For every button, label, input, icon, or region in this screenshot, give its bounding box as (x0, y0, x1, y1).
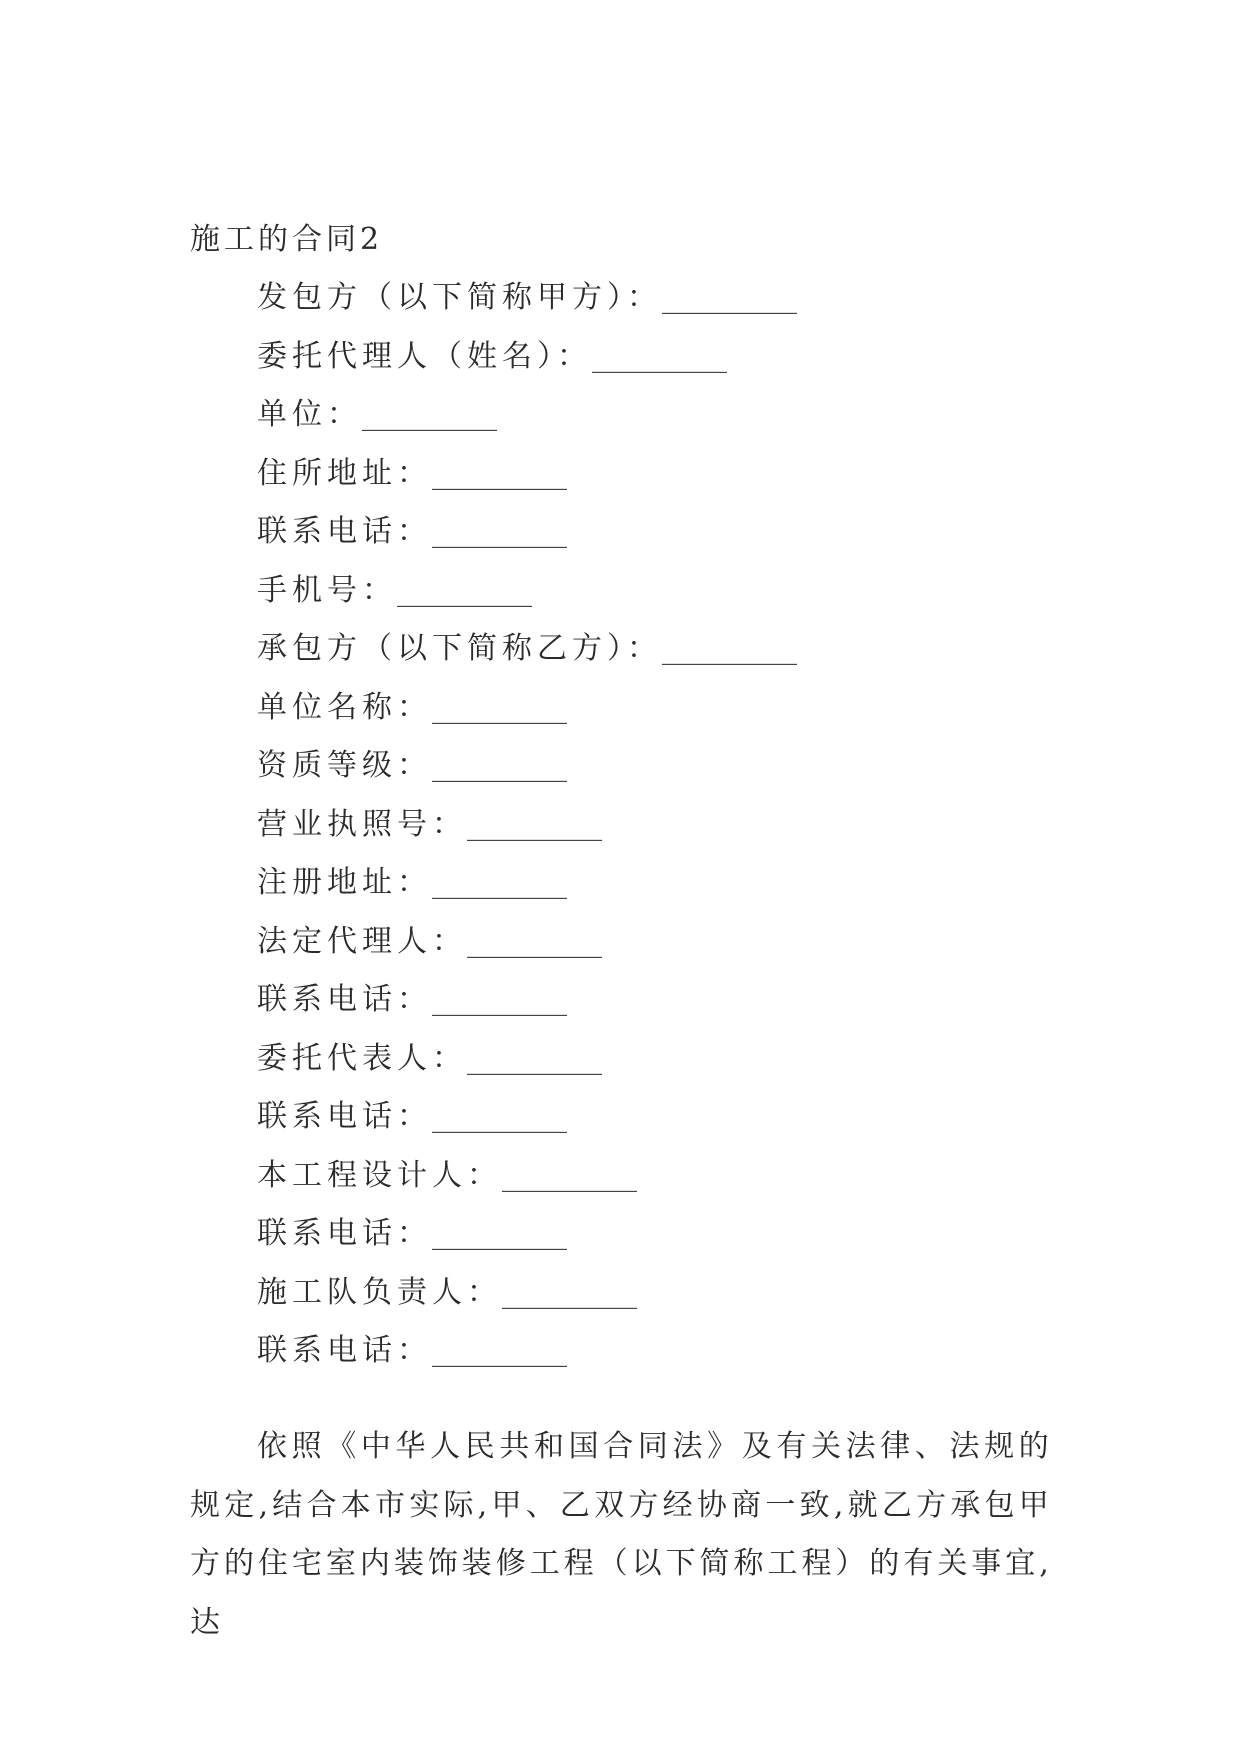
field-label: 发包方（以下简称甲方）： (257, 280, 662, 315)
fill-in-blank: _________ (432, 865, 567, 900)
field-row (257, 395, 1117, 454)
document-title: 施工的合同2 (190, 222, 384, 257)
fill-in-blank: _________ (432, 455, 567, 491)
field-label: 联系电话： (257, 1216, 432, 1251)
field-label: 营业执照号： (257, 806, 467, 842)
field-row (257, 922, 1117, 981)
field-label: 联系电话： (257, 1333, 432, 1368)
field-label: 承包方（以下简称乙方）： (257, 631, 662, 666)
field-row (257, 805, 1117, 864)
fill-in-blank: _________ (432, 1099, 567, 1134)
fill-in-blank: _________ (502, 1157, 637, 1193)
field-label: 联系电话： (257, 982, 432, 1017)
field-label: 联系电话： (257, 1099, 432, 1134)
field-label: 本工程设计人： (257, 1157, 502, 1193)
fill-in-blank: _________ (502, 1274, 637, 1310)
field-row (257, 454, 1117, 513)
field-label: 注册地址： (257, 865, 432, 900)
field-row (257, 688, 1117, 747)
field-row (257, 571, 1117, 630)
field-row (257, 337, 1117, 396)
field-row (257, 278, 1117, 337)
field-label: 委托代表人： (257, 1040, 467, 1076)
field-row (257, 1039, 1117, 1098)
field-row (257, 1156, 1117, 1215)
field-label: 委托代理人（姓名）： (257, 338, 592, 374)
contract-preamble-paragraph: 依照《中华人民共和国合同法》及有关法律、法规的规定,结合本市实际,甲、乙双方经协商一致,就乙方承包甲方的住宅室内装饰装修工程（以下简称工程）的有关事宜,达 (190, 1429, 1052, 1640)
field-label: 联系电话： (257, 514, 432, 549)
field-row (257, 629, 1117, 688)
field-row (257, 512, 1117, 571)
field-label: 单位： (257, 397, 362, 432)
fill-in-blank: _________ (397, 572, 532, 608)
fill-in-blank: _________ (467, 1040, 602, 1076)
field-label: 施工队负责人： (257, 1274, 502, 1310)
fill-in-blank: _________ (432, 982, 567, 1017)
field-label: 住所地址： (257, 455, 432, 491)
fill-in-blank: _________ (467, 806, 602, 842)
field-row (257, 1097, 1117, 1156)
fill-in-blank: _________ (362, 397, 497, 432)
fill-in-blank: _________ (432, 1333, 567, 1368)
field-row (257, 980, 1117, 1039)
field-row (257, 1331, 1117, 1390)
field-label: 手机号： (257, 572, 397, 608)
field-label: 单位名称： (257, 689, 432, 725)
fill-in-blank: _________ (432, 689, 567, 725)
fill-in-blank: _________ (432, 1216, 567, 1251)
field-label: 法定代理人： (257, 923, 467, 959)
field-label: 资质等级： (257, 748, 432, 783)
field-row (257, 1273, 1117, 1332)
fill-in-blank: _________ (432, 514, 567, 549)
fill-in-blank: _________ (432, 748, 567, 783)
party-info-fields (257, 278, 1117, 1390)
fill-in-blank: _________ (467, 923, 602, 959)
field-row (257, 746, 1117, 805)
field-row (257, 863, 1117, 922)
fill-in-blank: _________ (662, 631, 797, 666)
fill-in-blank: _________ (662, 280, 797, 315)
field-row (257, 1214, 1117, 1273)
fill-in-blank: _________ (592, 338, 727, 374)
